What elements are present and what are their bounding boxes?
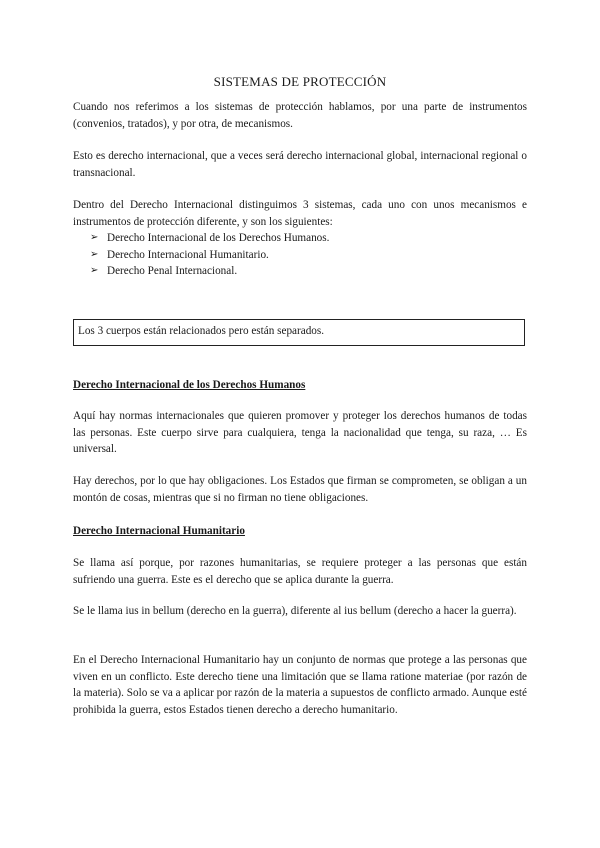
arrow-bullet-icon: ➢	[90, 248, 99, 260]
note-box: Los 3 cuerpos están relacionados pero están separados.	[73, 319, 525, 346]
list-item	[90, 247, 520, 264]
list-item-text: Derecho Internacional de los Derechos Humanos.	[107, 232, 330, 244]
list-item	[90, 263, 520, 280]
systems-list	[90, 230, 520, 280]
intro-paragraph-2: Esto es derecho internacional, que a veces será derecho internacional global, internacional regional o transnacional.	[73, 150, 527, 179]
humanitarian-paragraph-1: Se llama así porque, por razones humanitarias, se requiere proteger a las personas que están sufriendo una guerra. Este es el derecho que se aplica durante la guerra.	[73, 557, 527, 586]
list-item	[90, 230, 520, 247]
intro-paragraph-3: Dentro del Derecho Internacional distinguimos 3 sistemas, cada uno con unos mecanismos e instrumentos de protección diferente, y son los siguientes:	[73, 199, 527, 228]
arrow-bullet-icon: ➢	[90, 265, 99, 276]
humanitarian-paragraph-3: En el Derecho Internacional Humanitario hay un conjunto de normas que protege a las personas que viven en un conflicto. Este derecho tiene una limitación que se llama ratione materiae (por razón de la materia). Solo se va a aplicar por razón de la materia a supuestos de conflicto armado. Aunque esté prohibida la guerra, estos Estados tienen derecho a derecho humanitario.	[73, 654, 527, 716]
human-rights-paragraph-2: Hay derechos, por lo que hay obligaciones. Los Estados que firman se comprometen, se obligan a un montón de cosas, mientras que si no firman no tiene obligaciones.	[73, 475, 527, 504]
humanitarian-paragraph-2: Se le llama ius in bellum (derecho en la guerra), diferente al ius bellum (derecho a hacer la guerra).	[73, 605, 517, 617]
list-item-text: Derecho Internacional Humanitario.	[107, 248, 269, 261]
human-rights-paragraph-1: Aquí hay normas internacionales que quieren promover y proteger los derechos humanos de todas las personas. Este cuerpo sirve para cualquiera, tenga la nacionalidad que tenga, su raza, … Es universal.	[73, 410, 527, 455]
section-heading-humanitarian: Derecho Internacional Humanitario	[73, 525, 245, 537]
intro-paragraph-1: Cuando nos referimos a los sistemas de protección hablamos, por una parte de instrumentos (convenios, tratados), y por otra, de mecanismos.	[73, 101, 527, 130]
list-item-text: Derecho Penal Internacional.	[107, 265, 238, 277]
page-title: SISTEMAS DE PROTECCIÓN	[213, 74, 387, 89]
section-heading-human-rights: Derecho Internacional de los Derechos Humanos	[73, 379, 306, 391]
arrow-bullet-icon: ➢	[90, 232, 99, 243]
